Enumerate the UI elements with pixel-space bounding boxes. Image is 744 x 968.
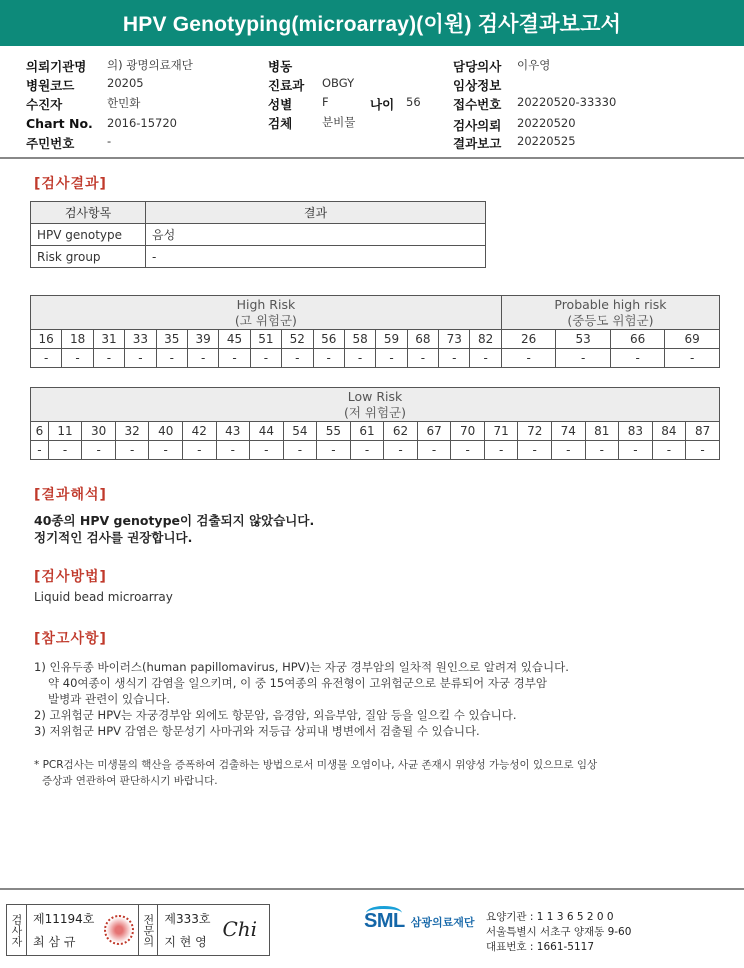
genotype-result-row (31, 349, 720, 368)
specialist-name: 지 현 영 (164, 935, 207, 949)
signature-box (6, 904, 270, 956)
genotype-result-cell: - (82, 441, 116, 460)
high-risk-header (31, 296, 502, 330)
sex-label: 성별 (268, 97, 293, 112)
request-value: 20220520 (517, 116, 576, 130)
chart-label: Chart No. (26, 116, 93, 131)
ward-label: 병동 (268, 59, 293, 74)
genotype-row (31, 422, 720, 441)
row-result: 음성 (146, 224, 486, 246)
seal-icon (104, 915, 134, 945)
col-item-header: 검사항목 (31, 202, 146, 224)
genotype-cell: 58 (344, 330, 375, 349)
genotype-result-cell: - (250, 441, 284, 460)
genotype-cell: 67 (417, 422, 451, 441)
phone: 대표번호 : 1661-5117 (486, 941, 595, 953)
patient-info (0, 55, 744, 155)
row-item: HPV genotype (31, 224, 146, 246)
genotype-result-cell: - (407, 349, 438, 368)
row-item: Risk group (31, 246, 146, 268)
genotype-result-cell: - (652, 441, 686, 460)
patient-label: 수진자 (26, 97, 63, 112)
genotype-result-cell: - (484, 441, 518, 460)
genotype-result-cell: - (518, 441, 552, 460)
signature: Chi (222, 917, 258, 941)
genotype-result-cell: - (376, 349, 407, 368)
genotype-cell: 33 (125, 330, 156, 349)
genotype-cell: 69 (665, 330, 720, 349)
genotype-result-cell: - (283, 441, 317, 460)
genotype-cell: 66 (610, 330, 665, 349)
chart-value: 2016-15720 (107, 116, 177, 130)
hosp-code-label: 병원코드 (26, 78, 75, 93)
specimen-value: 분비물 (322, 115, 356, 129)
dept-label: 진료과 (268, 78, 305, 93)
genotype-cell: 53 (556, 330, 611, 349)
genotype-result-cell: - (216, 441, 250, 460)
genotype-result-cell: - (282, 349, 313, 368)
clinical-label: 임상정보 (453, 78, 502, 93)
result-section-title: [검사결과] (34, 176, 107, 192)
genotype-result-cell: - (686, 441, 720, 460)
dept-value: OBGY (322, 76, 355, 90)
sml-logo (364, 910, 474, 933)
result-table (30, 201, 486, 268)
note-line: 1) 인유두종 바이러스(human papillomavirus, HPV)는 자궁 경부암의 일차적 원인으로 알려져 있습니다. (34, 660, 569, 674)
genotype-cell: 18 (62, 330, 93, 349)
row-result: - (146, 246, 486, 268)
notes-list (34, 659, 714, 739)
org-contact (486, 910, 631, 955)
genotype-cell: 84 (652, 422, 686, 441)
doctor-label: 담당의사 (453, 59, 502, 74)
care-no: 요양기관 : 1 1 3 6 5 2 0 0 (486, 911, 614, 923)
probable-risk-subtitle: (중등도 위험군) (567, 312, 654, 328)
genotype-cell: 55 (317, 422, 351, 441)
genotype-result-cell: - (31, 349, 62, 368)
genotype-result-cell: - (585, 441, 619, 460)
note-line: 3) 저위험군 HPV 감염은 항문성기 사마귀와 저등급 상피내 병변에서 검출될 수 있습니다. (34, 724, 480, 738)
genotype-cell: 39 (187, 330, 218, 349)
genotype-result-cell: - (219, 349, 250, 368)
method-text: Liquid bead microarray (34, 590, 173, 604)
genotype-cell: 82 (470, 330, 501, 349)
genotype-row (31, 330, 720, 349)
interp-text (34, 512, 314, 546)
low-risk-subtitle: (저 위험군) (343, 404, 407, 420)
genotype-result-cell: - (125, 349, 156, 368)
age-label: 나이 (370, 97, 395, 112)
genotype-cell: 43 (216, 422, 250, 441)
genotype-cell: 81 (585, 422, 619, 441)
genotype-result-cell: - (501, 349, 556, 368)
genotype-result-cell: - (187, 349, 218, 368)
interp-line: 정기적인 검사를 권장합니다. (34, 530, 193, 545)
genotype-cell: 35 (156, 330, 187, 349)
genotype-cell: 70 (451, 422, 485, 441)
receipt-label: 접수번호 (453, 97, 502, 112)
genotype-result-cell: - (384, 441, 418, 460)
note-line: 약 40여종이 생식기 감염을 일으키며, 이 중 15여종의 유전형이 고위험군으로 분류되어 자궁 경부암 (48, 676, 547, 690)
genotype-cell: 52 (282, 330, 313, 349)
low-risk-title: Low Risk (347, 388, 403, 404)
genotype-cell: 72 (518, 422, 552, 441)
genotype-cell: 44 (250, 422, 284, 441)
genotype-result-cell: - (417, 441, 451, 460)
genotype-cell: 40 (149, 422, 183, 441)
genotype-cell: 83 (619, 422, 653, 441)
logo-arc-icon (366, 906, 402, 920)
genotype-result-cell: - (62, 349, 93, 368)
logo-text: SML (364, 910, 405, 932)
genotype-result-cell: - (250, 349, 281, 368)
genotype-result-cell: - (93, 349, 124, 368)
genotype-result-cell: - (115, 441, 149, 460)
genotype-result-row (31, 441, 720, 460)
report-value: 20220525 (517, 134, 576, 148)
genotype-cell: 30 (82, 422, 116, 441)
sml-logo-mark (364, 910, 405, 933)
genotype-cell: 51 (250, 330, 281, 349)
interp-line: 40종의 HPV genotype이 검출되지 않았습니다. (34, 513, 315, 528)
genotype-cell: 42 (182, 422, 216, 441)
specialist-cell (158, 905, 216, 955)
genotype-result-cell: - (556, 349, 611, 368)
examiner-label: 검사자 (7, 905, 27, 955)
genotype-cell: 56 (313, 330, 344, 349)
examiner-name: 최 삼 규 (33, 935, 76, 949)
divider (0, 157, 744, 159)
genotype-result-cell: - (149, 441, 183, 460)
address: 서울특별시 서초구 양재동 9-60 (486, 926, 632, 938)
receipt-value: 20220520-33330 (517, 95, 617, 109)
genotype-cell: 87 (686, 422, 720, 441)
genotype-result-cell: - (610, 349, 665, 368)
pcr-note-line: * PCR검사는 미생물의 핵산을 증폭하여 검출하는 방법으로서 미생물 오염이나, 사균 존재시 위양성 가능성이 있으므로 임상 (34, 759, 598, 771)
examiner-cell (27, 905, 100, 955)
org-name: 삼광의료재단 (410, 915, 475, 929)
genotype-cell: 11 (48, 422, 82, 441)
genotype-result-cell: - (439, 349, 470, 368)
genotype-result-cell: - (451, 441, 485, 460)
genotype-result-cell: - (552, 441, 586, 460)
rrn-value: - (107, 134, 112, 148)
sex-value: F (322, 95, 329, 109)
genotype-result-cell: - (665, 349, 720, 368)
genotype-cell: 16 (31, 330, 62, 349)
genotype-cell: 68 (407, 330, 438, 349)
low-risk-table (30, 387, 720, 460)
col-result-header: 결과 (146, 202, 486, 224)
report-title: HPV Genotyping(microarray)(이원) 검사결과보고서 (0, 0, 744, 46)
note-line: 발병과 관련이 있습니다. (48, 692, 171, 706)
specimen-label: 검체 (268, 116, 293, 131)
genotype-result-cell: - (350, 441, 384, 460)
request-label: 검사의뢰 (453, 118, 502, 133)
genotype-result-cell: - (313, 349, 344, 368)
inst-value: 의) 광명의료재단 (107, 58, 193, 72)
specialist-no: 제333호 (164, 912, 211, 926)
genotype-result-cell: - (344, 349, 375, 368)
genotype-cell: 74 (552, 422, 586, 441)
genotype-result-cell: - (619, 441, 653, 460)
genotype-cell: 45 (219, 330, 250, 349)
probable-risk-title: Probable high risk (554, 296, 667, 312)
genotype-cell: 26 (501, 330, 556, 349)
genotype-cell: 61 (350, 422, 384, 441)
low-risk-header (31, 388, 720, 422)
genotype-result-cell: - (31, 441, 49, 460)
genotype-result-cell: - (470, 349, 501, 368)
genotype-result-cell: - (182, 441, 216, 460)
table-row (31, 224, 486, 246)
pcr-note-line: 증상과 연관하여 판단하시기 바랍니다. (42, 775, 218, 787)
examiner-no: 제11194호 (33, 912, 95, 926)
genotype-cell: 73 (439, 330, 470, 349)
probable-risk-header (501, 296, 719, 330)
pcr-note (34, 757, 714, 789)
footer-divider (0, 888, 744, 890)
specialist-label: 전문의 (138, 905, 158, 955)
hosp-code-value: 20205 (107, 76, 144, 90)
high-risk-table (30, 295, 720, 368)
genotype-cell: 31 (93, 330, 124, 349)
patient-value: 한민화 (107, 96, 141, 110)
interp-section-title: [결과해석] (34, 487, 107, 503)
report-label: 결과보고 (453, 136, 502, 151)
inst-label: 의뢰기관명 (26, 59, 87, 74)
notes-section-title: [참고사항] (34, 631, 107, 647)
genotype-cell: 62 (384, 422, 418, 441)
genotype-cell: 59 (376, 330, 407, 349)
genotype-result-cell: - (317, 441, 351, 460)
high-risk-title: High Risk (236, 296, 296, 312)
table-header-row (31, 202, 486, 224)
rrn-label: 주민번호 (26, 136, 75, 151)
doctor-value: 이우영 (517, 58, 551, 72)
age-value: 56 (406, 95, 421, 109)
genotype-cell: 6 (31, 422, 49, 441)
note-line: 2) 고위험군 HPV는 자궁경부암 외에도 항문암, 음경암, 외음부암, 질암 등을 일으킬 수 있습니다. (34, 708, 517, 722)
genotype-cell: 71 (484, 422, 518, 441)
genotype-cell: 32 (115, 422, 149, 441)
high-risk-subtitle: (고 위험군) (234, 312, 297, 328)
genotype-result-cell: - (156, 349, 187, 368)
table-row (31, 246, 486, 268)
genotype-cell: 54 (283, 422, 317, 441)
method-section-title: [검사방법] (34, 569, 107, 585)
genotype-result-cell: - (48, 441, 82, 460)
